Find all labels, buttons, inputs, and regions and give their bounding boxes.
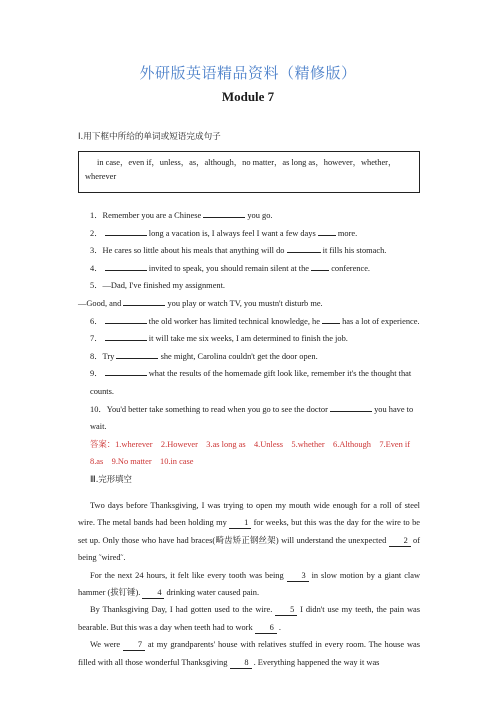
cloze-blank-5: 5 [275, 605, 297, 616]
answer-blank [105, 330, 147, 341]
exercise-item-10: 10．You'd better take something to read when you go to see the doctor you have to wait. [78, 401, 420, 436]
cloze-blank-1: 1 [229, 518, 251, 529]
cloze-blank-7: 7 [123, 640, 145, 651]
exercise-item-2: 2． long a vacation is, I always feel I want a few days more. [78, 225, 420, 243]
exercise-item-1: 1．Remember you are a Chinese you go. [78, 207, 420, 225]
answer-blank [318, 225, 336, 236]
cloze-passage [78, 497, 420, 671]
cloze-paragraph-1: Two days before Thanksgiving, I was trying to open my mouth wide enough for a roll of steel wire. The metal bands had been holding my 1 for weeks, but this was the day for the wire to be set up. Only those who have had braces(畸齿矫正钢丝架) will understand the unexpected 2 of being ˜wired˜. [78, 501, 421, 563]
answer-blank [311, 260, 329, 271]
exercise-item-7: 7． it will take me six weeks, I am determined to finish the job. [78, 330, 420, 348]
cloze-blank-6: 6 [255, 623, 277, 634]
exercise-item-9: 9． what the results of the homemade gift look like, remember it's the thought that counts. [78, 365, 420, 400]
section-1-heading: Ⅰ.用下框中所给的单词或短语完成句子 [78, 132, 221, 142]
section-3-heading: Ⅲ.完形填空 [90, 473, 132, 484]
answer-blank [330, 401, 372, 412]
exercise-item-6: 6． the old worker has limited technical knowledge, he has a lot of experience. [78, 313, 420, 331]
word-box: in case，even if，unless，as，although，no matter，as long as，however，whether，wherever [78, 151, 420, 193]
answer-blank [105, 313, 147, 324]
cloze-blank-4: 4 [142, 588, 164, 599]
exercise-item-3: 3．He cares so little about his meals that anything will do it fills his stomach. [78, 242, 420, 260]
cloze-blank-8: 8 [230, 658, 252, 669]
answer-blank [203, 207, 245, 218]
answer-key: 答案：1.wherever 2.However 3.as long as 4.Unless 5.whether 6.Although 7.Even if 8.as 9.No matter 10.in case [90, 439, 419, 467]
cloze-paragraph-3: By Thanksgiving Day, I had gotten used to the wire. 5 I didn't use my teeth, the pain was bearable. But this was a day when teeth had to work 6 . [78, 605, 420, 632]
answer-blank [105, 260, 147, 271]
answer-blank [123, 295, 165, 306]
exercise-list [78, 207, 420, 489]
answer-blank [116, 348, 158, 359]
cloze-paragraph-2: For the next 24 hours, it felt like every tooth was being 3 in slow motion by a giant claw hammer (拔钉锤). 4 drinking water caused pain. [78, 570, 421, 598]
cloze-blank-2: 2 [389, 536, 411, 547]
answer-blank [105, 365, 147, 376]
cloze-blank-3: 3 [287, 571, 309, 582]
answer-blank [287, 242, 321, 253]
exercise-item-5: 5．—Dad, I've finished my assignment. [90, 281, 226, 291]
cloze-paragraph-4: We were 7 at my grandparents' house with relatives stuffed in every room. The house was filled with all those wonderful Thanksgiving 8 . Everything happened the way it was [78, 640, 420, 667]
answer-blank [322, 313, 340, 324]
answer-blank [105, 225, 147, 236]
document-header-title: 外研版英语精品资料（精修版） [139, 64, 357, 82]
exercise-item-5-reply: —Good, and you play or watch TV, you mustn't disturb me. [78, 295, 420, 313]
exercise-item-4: 4． invited to speak, you should remain silent at the conference. [78, 260, 420, 278]
exercise-item-8: 8．Try she might, Carolina couldn't get the door open. [78, 348, 420, 366]
module-title: Module 7 [221, 89, 275, 104]
